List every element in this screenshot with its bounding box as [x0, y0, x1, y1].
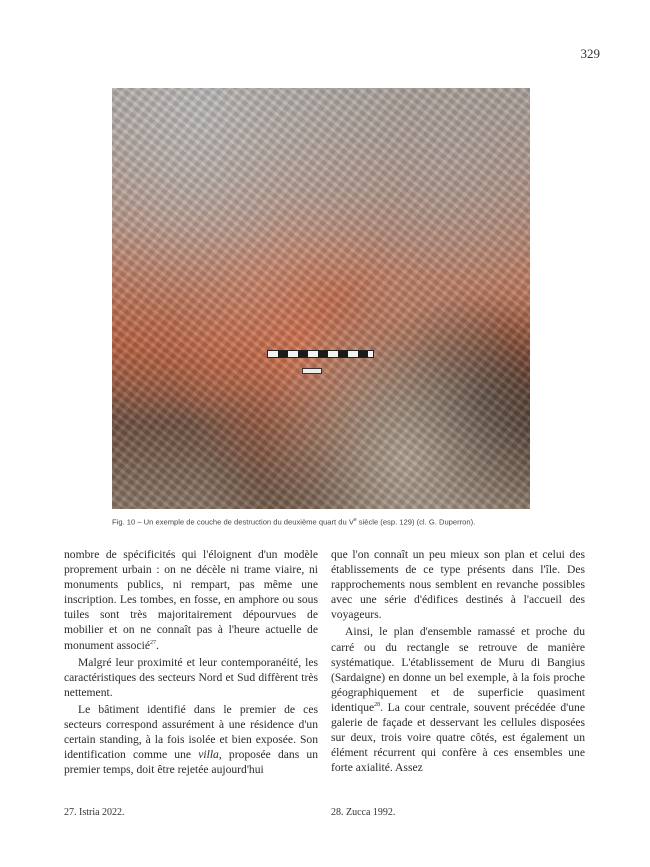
scale-bar: [267, 350, 374, 358]
caption-sup: e: [353, 517, 357, 523]
footnote-27: 27. Istria 2022.: [64, 807, 125, 818]
left-column: [64, 547, 318, 777]
left-paragraph-3: [64, 702, 318, 777]
page-number: 329: [580, 46, 600, 61]
scale-label-card: [302, 368, 322, 374]
left-p1-end: .: [155, 638, 159, 652]
left-p1-text: nombre de spécificités qui l'éloignent d'un modèle proprement urbain : on ne décèle ni trame viaire, ni monuments publics, ni rempart, pas même une inscription. Les tombes, en fosse, en amphore ou sous tuiles sont très majoritairement dépourvues de mobilier et on ne connaît pas à l'heure actuelle de monument associé: [64, 548, 318, 652]
right-column: [331, 547, 585, 775]
left-paragraph-2: Malgré leur proximité et leur contemporanéité, les caractéristiques des secteurs Nord et Sud diffèrent très nettement.: [64, 655, 318, 699]
caption-suffix: siècle (esp. 129) (cl. G. Duperron).: [356, 517, 476, 527]
figure-caption: [112, 517, 552, 527]
left-paragraph-1: [64, 547, 318, 653]
footnote-28: 28. Zucca 1992.: [331, 807, 396, 818]
figure-photo: [112, 88, 530, 509]
caption-prefix: Fig. 10 – Un exemple de couche de destruction du deuxième quart du V: [112, 517, 354, 527]
footnote-ref-28[interactable]: 28: [374, 702, 381, 709]
right-paragraph-1: que l'on connaît un peu mieux son plan et celui des établissements de ce type présents dans l'île. Des rapprochements nous semblent en revanche possibles avec une série d'édifices destinés à l'accueil des voyageurs.: [331, 548, 585, 622]
right-p2-end: . La cour centrale, souvent précédée d'une galerie de façade et desservant les cellules disposées sur deux, trois voire quatre côtés, est également un élément récurrent qui confère à ces ensembles une forte axialité. Assez: [331, 700, 585, 775]
right-paragraph-2: [331, 624, 585, 775]
footnote-ref-27[interactable]: 27: [149, 639, 156, 646]
left-p3-villa: villa: [198, 748, 219, 762]
photo-texture: [112, 88, 530, 509]
left-p3-text: Le bâtiment identifié dans le premier de ces secteurs correspond assurément à une résidence d'un certain standing, à la fois isolée et bien exposée. Son identification comme une: [64, 702, 318, 762]
right-p2-text: Ainsi, le plan d'ensemble ramassé et proche du carré ou du rectangle se retrouve de manière systématique. L'établissement de Muru di Bangius (Sardaigne) en donne un bel exemple, à la fois proche géographiquement et de superficie quasiment identique: [331, 625, 585, 714]
left-p3-end: , proposée dans un premier temps, doit être rejetée aujourd'hui: [64, 748, 318, 777]
